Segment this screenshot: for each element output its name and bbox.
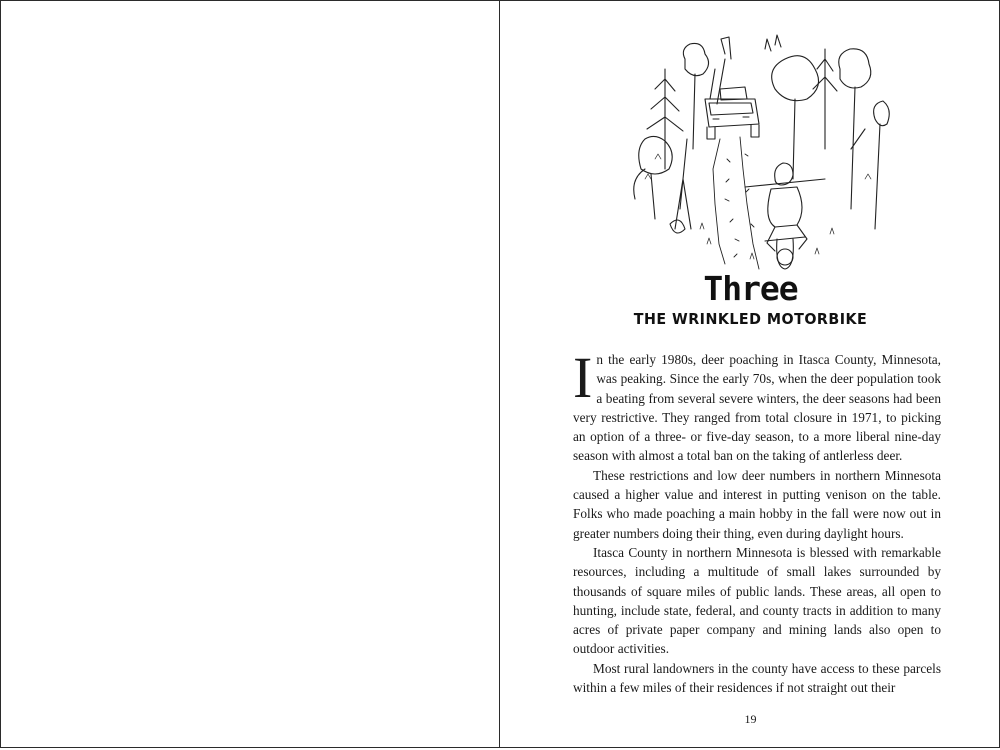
page-number: 19 [744,712,757,726]
trees-left-drawing [634,37,731,233]
trail-drawing [713,137,759,269]
paragraph-2: These restrictions and low deer numbers in northern Minnesota caused a higher value and interest in putting venison on the table. Folks who made poaching a main hobby in the fall were now out in greater numbers doing their thing, even during daylight hours. [573,467,941,541]
right-page [499,0,1000,748]
paragraph-1 [573,345,941,466]
paragraph-3: Itasca County in northern Minnesota is blessed with remarkable resources, including a multitude of small lakes surrounded by thousands of square miles of public lands. These areas, all open to hunting, include state, federal, and county tracts in addition to many acres of private paper company and mining lands also open to outdoor activities. [573,544,941,657]
paragraph-4: Most rural landowners in the county have access to these parcels within a few miles of their residences if not straight out their [573,660,941,696]
chapter-body-text [573,345,941,697]
chapter-title-heading: THE WRINKLED MOTORBIKE [633,310,868,328]
jeep-drawing [705,87,759,139]
chapter-number-heading: Three [703,269,798,308]
trees-right-drawing [765,35,889,229]
paragraph-1-text: n the early 1980s, deer poaching in Itasca County, Minnesota, was peaking. Since the early 70s, when the deer population took a beating from several severe winters, the deer seasons had been very restrictive. They ranged from total closure in 1971, to picking an option of a three- or five-day season, to a more liberal nine-day season with almost a total ban on the taking of antlerless deer. [573,352,941,464]
drop-cap-letter: I [573,345,593,410]
forest-trail-motorbike-illustration [625,29,895,274]
motorbike-rider-drawing [745,163,825,269]
left-page-blank [0,0,501,748]
